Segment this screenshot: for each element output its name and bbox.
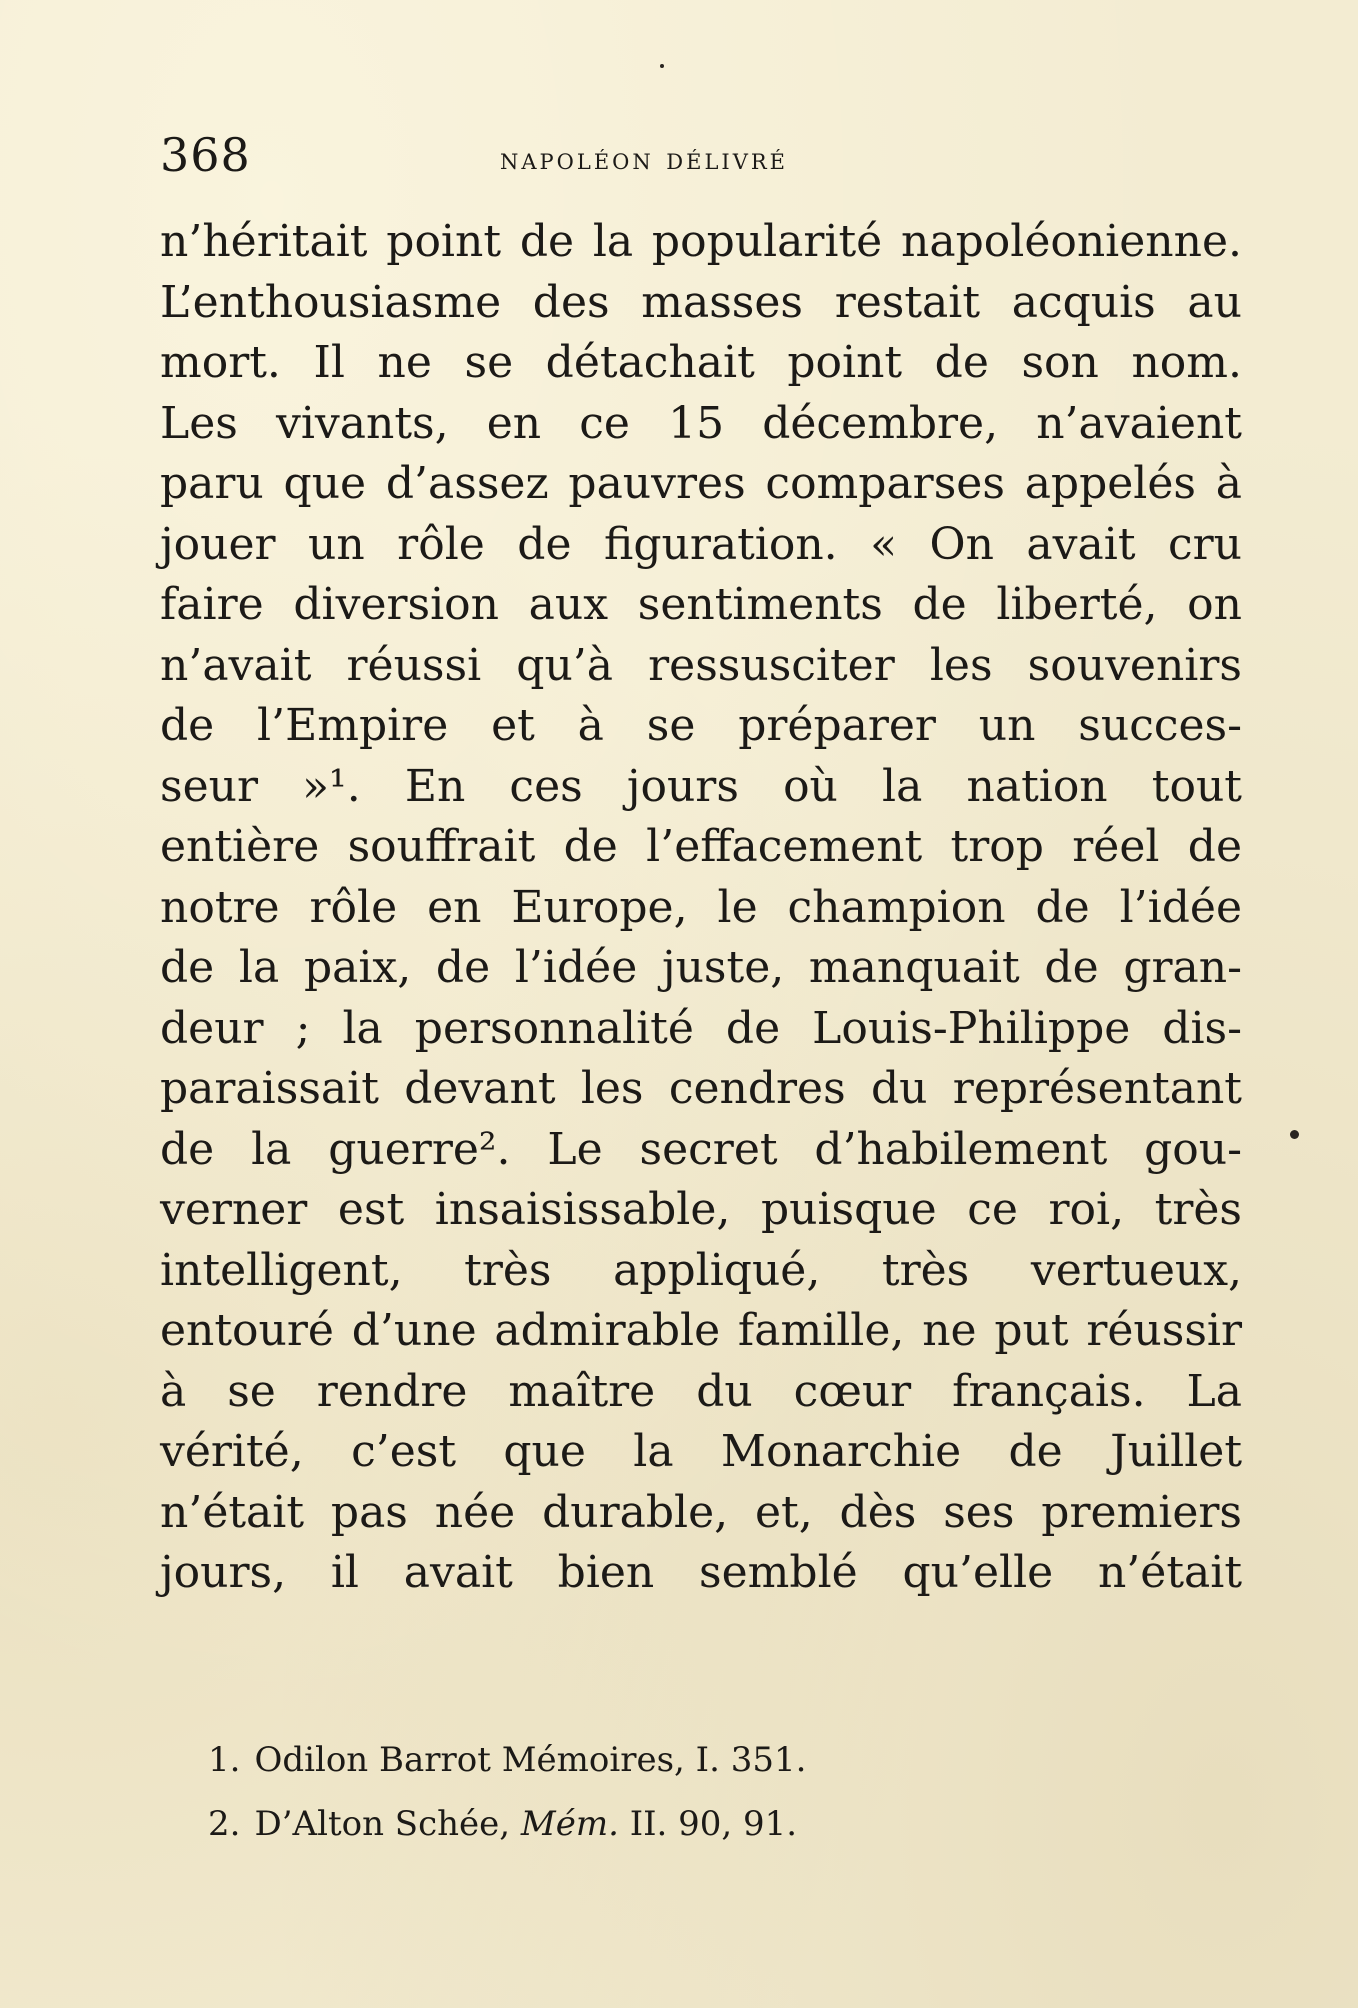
ink-speck [660,64,664,68]
footnote-text: Odilon Barrot Mémoires, I. 351. [254,1740,807,1780]
page-header [160,128,1240,188]
text-line: jouer un rôle de figuration. « On avait cru [160,518,1242,570]
text-line: paraissait devant les cendres du représentant [160,1063,1242,1114]
text-line: seur »¹. En ces jours où la nation tout [160,760,1242,812]
ink-speck [1290,1130,1299,1139]
text-line: n’avait réussi qu’à ressusciter les souvenirs [160,639,1242,691]
footnote-text: II. 90, 91. [629,1804,798,1844]
text-line: paru que d’assez pauvres comparses appelés à [160,458,1242,509]
text-line: L’enthousiasme des masses restait acquis au [160,276,1242,328]
running-head: napoléon délivré [500,142,789,177]
footnote-1 [208,1728,1108,1792]
text-line: verner est insaisissable, puisque ce roi, très [160,1184,1242,1235]
footnote-number: 2. [208,1804,241,1844]
text-line: deur ; la personnalité de Louis-Philippe dis- [160,1002,1242,1054]
footnote-number: 1. [208,1740,241,1780]
text-line: jours, il avait bien semblé qu’elle n’était [160,1547,1242,1598]
text-line: entouré d’une admirable famille, ne put réussir [160,1305,1242,1356]
text-line: de l’Empire et à se préparer un succes- [160,700,1242,751]
text-line: faire diversion aux sentiments de liberté, on [160,579,1242,630]
text-line: Les vivants, en ce 15 décembre, n’avaient [160,397,1242,449]
footnote-2 [208,1792,1108,1856]
text-line: vérité, c’est que la Monarchie de Juillet [160,1426,1242,1477]
text-line: de la paix, de l’idée juste, manquait de gran- [160,942,1242,993]
text-line: notre rôle en Europe, le champion de l’idée [160,881,1242,933]
footnote-text: D’Alton Schée, [254,1804,511,1844]
text-line: de la guerre². Le secret d’habilement gou- [160,1123,1242,1175]
text-line: intelligent, très appliqué, très vertueux, [160,1244,1242,1296]
text-line: n’héritait point de la popularité napoléonienne. [160,216,1242,267]
text-line: mort. Il ne se détachait point de son nom. [160,337,1242,388]
text-line: n’était pas née durable, et, dès ses premiers [160,1486,1242,1538]
footnotes [208,1728,1108,1856]
page-number: 368 [160,128,251,182]
text-line: à se rendre maître du cœur français. La [160,1365,1242,1417]
footnote-italic-text: Mém. [520,1804,619,1844]
text-line: entière souffrait de l’effacement trop réel de [160,821,1242,872]
body-text [160,212,1242,1604]
